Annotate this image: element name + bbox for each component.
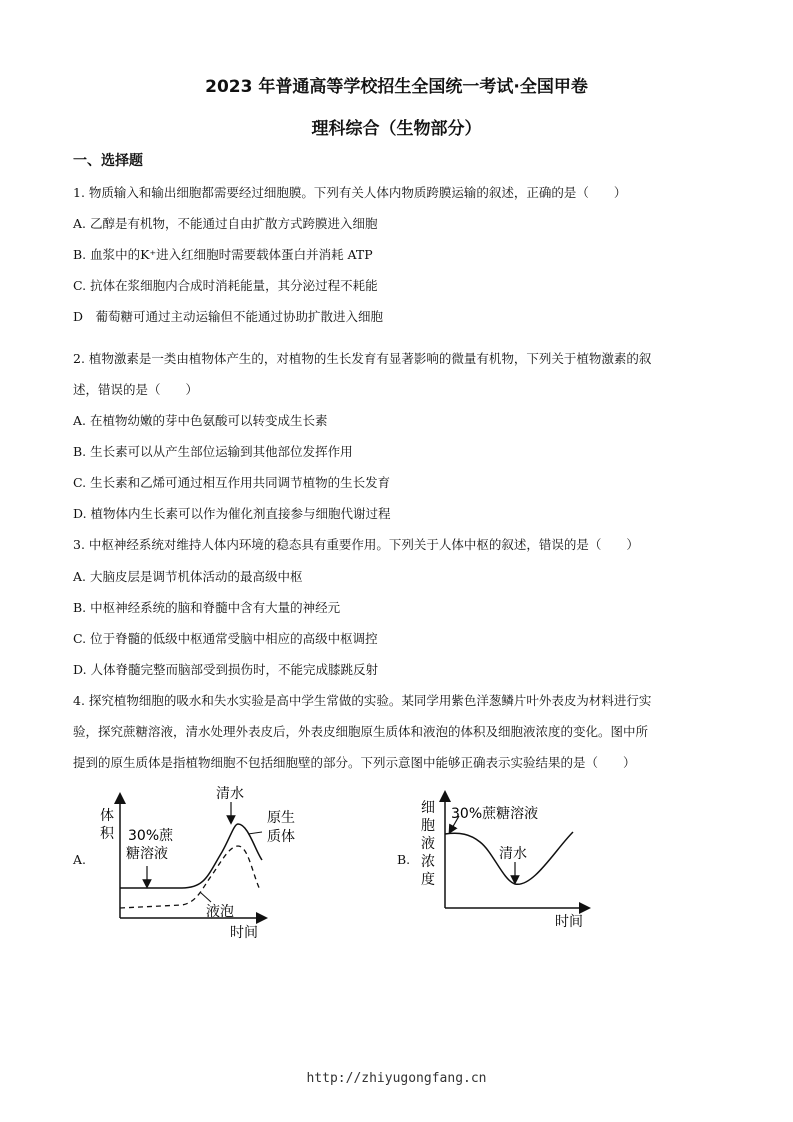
q1-option-b: B. 血浆中的K⁺进入红细胞时需要载体蛋白并消耗 ATP: [73, 247, 373, 262]
q2-option-d: D. 植物体内生长素可以作为催化剂直接参与细胞代谢过程: [73, 506, 391, 521]
q2-option-a: A. 在植物幼嫩的芽中色氨酸可以转变成生长素: [73, 413, 328, 428]
figure-b-x-label: 时间: [555, 914, 583, 930]
q3-option-d: D. 人体脊髓完整而脑部受到损伤时，不能完成膝跳反射: [73, 662, 379, 677]
exam-subtitle: 理科综合（生物部分）: [311, 119, 482, 139]
figure-a-water-label: 清水: [216, 786, 244, 802]
figure-b-y-label-4: 度: [421, 872, 435, 888]
q4-stem-line1: 4. 探究植物细胞的吸水和失水实验是高中学生常做的实验。某同学用紫色洋葱鳞片叶外表皮为材料进行实: [73, 693, 652, 708]
figure-b-sucrose-label: 30%蔗糖溶液: [451, 806, 539, 822]
section-heading: 一、选择题: [73, 153, 143, 169]
figure-a-vacuole-label: 液泡: [206, 904, 234, 920]
figure-b-y-label-1: 胞: [421, 818, 435, 834]
figure-a-option-label: A.: [73, 852, 87, 867]
figure-a-x-label: 时间: [230, 925, 258, 941]
q2-option-b: B. 生长素可以从产生部位运输到其他部位发挥作用: [73, 444, 353, 459]
figure-a-sucrose-label-1: 30%蔗: [128, 828, 174, 844]
q4-stem-line3: 提到的原生质体是指植物细胞不包括细胞壁的部分。下列示意图中能够正确表示实验结果的是（ ）: [73, 755, 636, 770]
figure-a-protoplast-label-1: 原生: [267, 810, 295, 826]
figure-a-protoplast-label-2: 质体: [267, 829, 295, 845]
figure-a-y-label-1: 体: [100, 808, 114, 824]
q1-option-a: A. 乙醇是有机物，不能通过自由扩散方式跨膜进入细胞: [73, 216, 378, 231]
q1-option-c: C. 抗体在浆细胞内合成时消耗能量，其分泌过程不耗能: [73, 278, 378, 293]
q2-stem-line2: 述，错误的是（ ）: [73, 382, 199, 397]
q1-option-d: D 葡萄糖可通过主动运输但不能通过协助扩散进入细胞: [73, 309, 384, 324]
footer-url: http://zhiyugongfang.cn: [306, 1071, 487, 1086]
figure-b-y-label-2: 液: [421, 836, 435, 852]
q3-option-a: A. 大脑皮层是调节机体活动的最高级中枢: [73, 569, 303, 584]
q3-option-c: C. 位于脊髓的低级中枢通常受脑中相应的高级中枢调控: [73, 631, 378, 646]
q4-stem-line2: 验，探究蔗糖溶液，清水处理外表皮后，外表皮细胞原生质体和液泡的体积及细胞液浓度的变化。图中所: [73, 724, 649, 739]
figure-b-y-label-0: 细: [421, 800, 435, 816]
figure-b-option-label: B.: [397, 852, 411, 867]
q2-stem-line1: 2. 植物激素是一类由植物体产生的，对植物的生长发育有显著影响的微量有机物，下列关于植物激素的叙: [73, 351, 652, 366]
figure-a-y-label-2: 积: [100, 826, 114, 842]
exam-title: 2023 年普通高等学校招生全国统一考试·全国甲卷: [205, 77, 588, 97]
q2-option-c: C. 生长素和乙烯可通过相互作用共同调节植物的生长发育: [73, 475, 391, 490]
q1-stem: 1. 物质输入和输出细胞都需要经过细胞膜。下列有关人体内物质跨膜运输的叙述，正确的是（ ）: [73, 185, 627, 200]
figure-b-water-label: 清水: [499, 846, 527, 862]
q3-option-b: B. 中枢神经系统的脑和脊髓中含有大量的神经元: [73, 600, 341, 615]
figure-b-y-label-3: 浓: [421, 854, 435, 870]
q3-stem: 3. 中枢神经系统对维持人体内环境的稳态具有重要作用。下列关于人体中枢的叙述，错误的是（ ）: [73, 537, 639, 552]
figure-a-diagram: [90, 780, 390, 945]
figure-a-sucrose-label-2: 糖溶液: [126, 846, 168, 862]
figure-b-diagram: [415, 790, 615, 940]
